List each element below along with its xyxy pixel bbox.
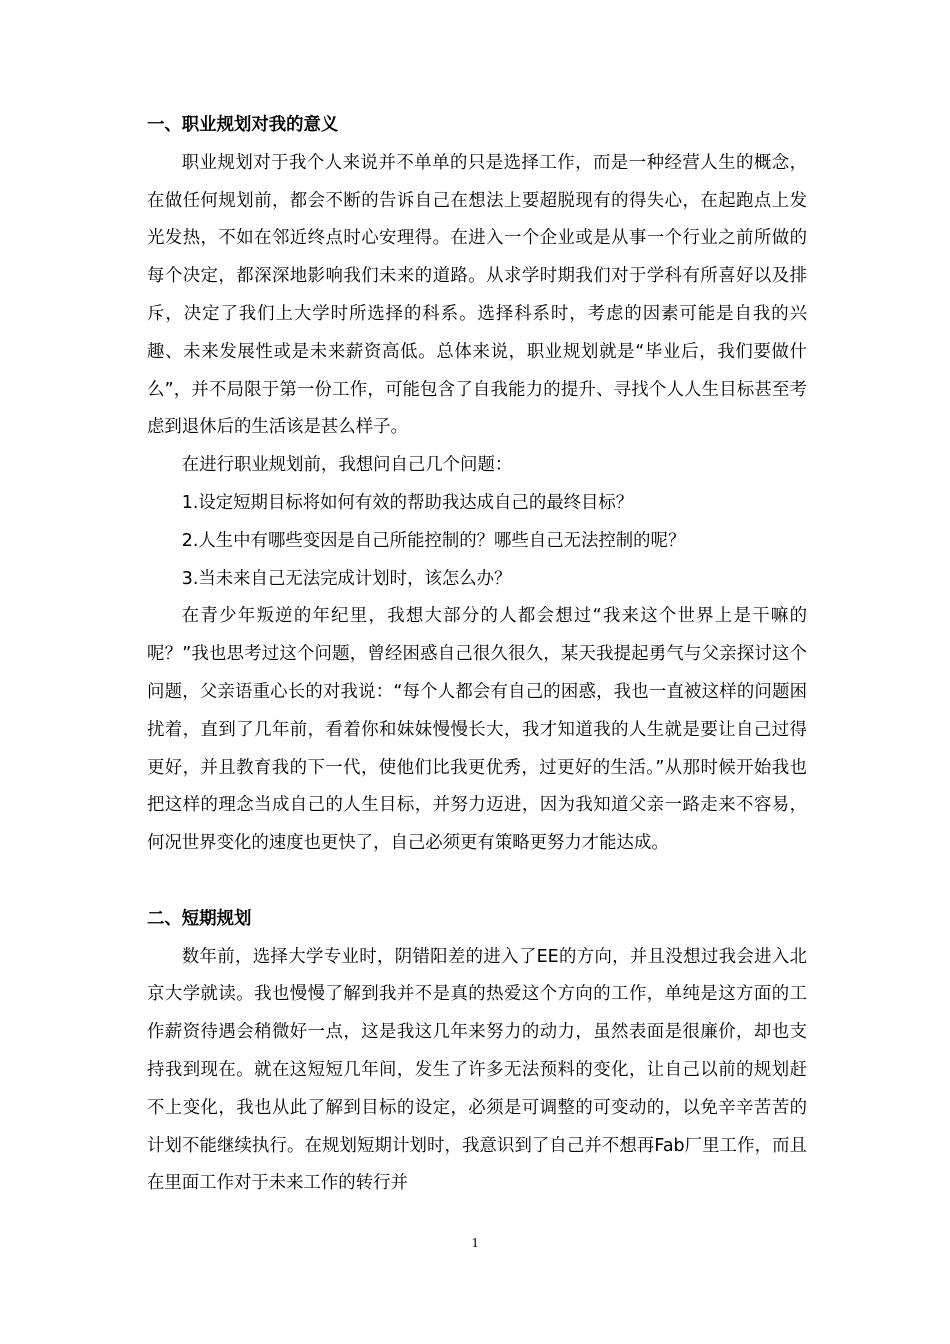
section-1-paragraph-1: 职业规划对于我个人来说并不单单的只是选择工作，而是一种经营人生的概念，在做任何规划前，都会不断的告诉自己在想法上要超脱现有的得失心，在起跑点上发光发热，不如在邻近终点时心安理得。在进入一个企业或是从事一个行业之前所做的每个决定，都深深地影响我们未来的道路。从求学时期我们对于学科有所喜好以及排斥，决定了我们上大学时所选择的科系。选择科系时，考虑的因素可能是自我的兴趣、未来发展性或是未来薪资高低。总体来说，职业规划就是“毕业后，我们要做什么”，并不局限于第一份工作，可能包含了自我能力的提升、寻找个人人生目标甚至考虑到退休后的生活该是甚么样子。	[147, 152, 807, 438]
section-2-paragraph-1: 数年前，选择大学专业时，阴错阳差的进入了EE的方向，并且没想过我会进入北京大学就读。我也慢慢了解到我并不是真的热爱这个方向的工作，单纯是这方面的工作薪资待遇会稍微好一点，这是我这几年来努力的动力，虽然表面是很廉价，却也支持我到现在。就在这短短几年间，发生了许多无法预料的变化，让自己以前的规划赶不上变化，我也从此了解到目标的设定，必须是可调整的可变动的，以免辛辛苦苦的计划不能继续执行。在规划短期计划时，我意识到了自己并不想再Fab厂里工作，而且在里面工作对于未来工作的转行并	[147, 946, 807, 1194]
section-divider-space	[147, 863, 807, 901]
section-2-heading: 二、短期规划	[147, 908, 252, 929]
page-number: 1	[471, 1236, 479, 1251]
document-body	[147, 107, 807, 1203]
question-2: 2.人生中有哪些变因是自己所能控制的？哪些自己无法控制的呢？	[181, 530, 686, 551]
section-1-paragraph-3: 在青少年叛逆的年纪里，我想大部分的人都会想过“我来这个世界上是干嘛的呢？”我也思考过这个问题，曾经困惑自己很久很久，某天我提起勇气与父亲探讨这个问题，父亲语重心长的对我说：“每个人都会有自己的困惑，我也一直被这样的问题困扰着，直到了几年前，看着你和妹妹慢慢长大，我才知道我的人生就是要让自己过得更好，并且教育我的下一代，使他们比我更优秀，过更好的生活。”从那时候开始我也把这样的理念当成自己的人生目标，并努力迈进，因为我知道父亲一路走来不容易，何况世界变化的速度也更快了，自己必须更有策略更努力才能达成。	[147, 606, 807, 854]
question-1: 1.设定短期目标将如何有效的帮助我达成自己的最终目标？	[181, 492, 634, 513]
section-1-heading: 一、职业规划对我的意义	[147, 115, 339, 135]
section-1-paragraph-2: 在进行职业规划前，我想问自己几个问题：	[181, 455, 513, 476]
question-3: 3.当未来自己无法完成计划时，该怎么办？	[181, 568, 512, 589]
